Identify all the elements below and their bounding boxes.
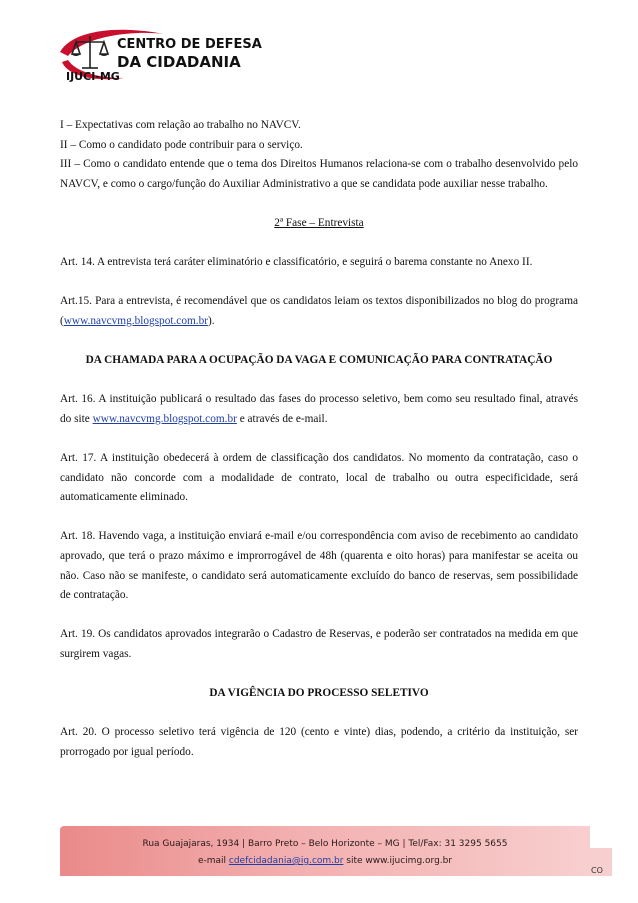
logo-sub: IJUCI-MG	[66, 70, 120, 83]
article-19: Art. 19. Os candidatos aprovados integrarão o Cadastro de Reservas, e poderão ser contratados na medida em que surgirem vagas.	[60, 628, 578, 661]
article-14: Art. 14. A entrevista terá caráter eliminatório e classificatório, e seguirá o barema constante no Anexo II.	[60, 256, 533, 269]
article-17: Art. 17. A instituição obedecerá à ordem de classificação dos candidatos. No momento da contratação, caso o candidato não concorde com a modalidade de contrato, local de trabalho ou outra especificidade, será automaticamente eliminado.	[60, 452, 578, 504]
article-15: Art.15. Para a entrevista, é recomendável que os candidatos leiam os textos disponibilizados no blog do programa (www.navcvmg.blogspot.com.br).	[60, 295, 578, 327]
logo-line1: CENTRO DE DEFESA	[117, 37, 262, 52]
organization-logo	[54, 22, 262, 86]
criterion-item: I – Expectativas com relação ao trabalho no NAVCV.	[60, 119, 301, 131]
footer-address: Rua Guajajaras, 1934 | Barro Preto – Belo Horizonte – MG | Tel/Fax: 31 3295 5655	[142, 839, 508, 849]
article-20: Art. 20. O processo seletivo terá vigência de 120 (cento e vinte) dias, podendo, a critério da instituição, ser prorrogado por igual período.	[60, 726, 578, 758]
site-link[interactable]: www.navcvmg.blogspot.com.br	[92, 412, 237, 425]
page-footer	[60, 826, 590, 876]
phase-title: 2ª Fase – Entrevista	[274, 216, 364, 229]
criterion-item: II – Como o candidato pode contribuir para o serviço.	[60, 138, 303, 151]
footer-email-link[interactable]: cdefcidadania@ig.com.br	[228, 856, 344, 866]
document-body	[60, 116, 578, 763]
article-16: Art. 16. A instituição publicará o resultado das fases do processo seletivo, bem como seu resultado final, através do site www.navcvmg.blogspot.com.br e através de e-mail.	[60, 393, 578, 425]
article-18: Art. 18. Havendo vaga, a instituição enviará e-mail e/ou correspondência com aviso de recebimento ao candidato aprovado, que terá o prazo máximo e improrrogável de 48h (quarenta e oito horas) para manifestar se aceita ou não. Caso não se manifeste, o candidato será automaticamente excluído do banco de reservas, sem possibilidade de contratação.	[60, 530, 578, 602]
page-mark: CO	[591, 866, 603, 875]
blog-link[interactable]: www.navcvmg.blogspot.com.br	[63, 314, 208, 327]
logo-line2: DA CIDADANIA	[117, 53, 241, 71]
footer-contact: e-mail cdefcidadania@ig.com.br site www.ijucimg.org.br	[197, 856, 453, 866]
criterion-item: III – Como o candidato entende que o tema dos Direitos Humanos relaciona-se com o trabalho desenvolvido pelo NAVCV, e como o cargo/função do Auxiliar Administrativo a que se candidata pode auxiliar nesse trabalho.	[60, 158, 578, 190]
section-heading-chamada: DA CHAMADA PARA A OCUPAÇÃO DA VAGA E COMUNICAÇÃO PARA CONTRATAÇÃO	[85, 354, 553, 367]
section-heading-vigencia: DA VIGÊNCIA DO PROCESSO SELETIVO	[209, 687, 429, 700]
